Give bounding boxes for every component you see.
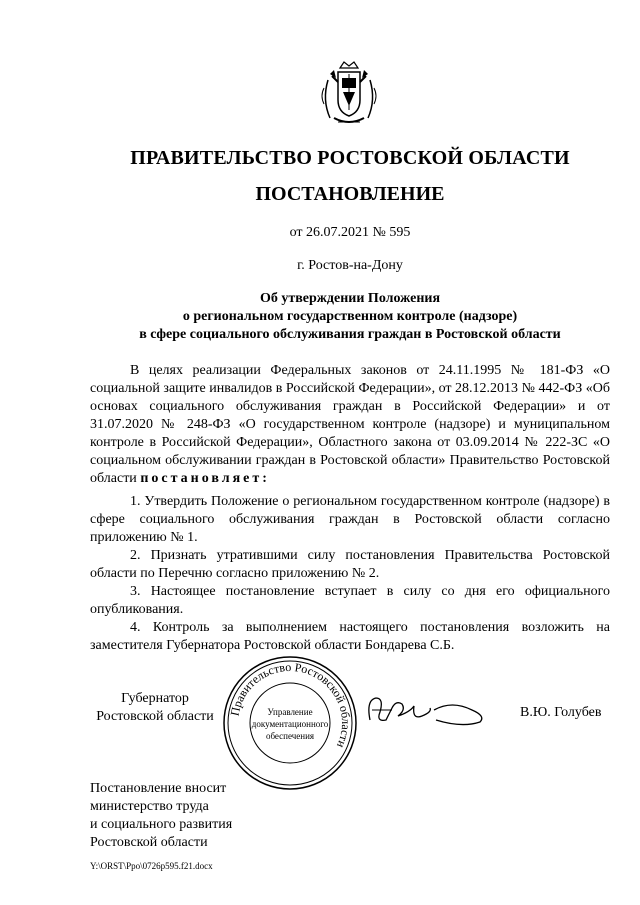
resolution-item: 4. Контроль за выполнением настоящего постановления возложить на заместителя Губернатора Ростовской области Бондарева С.Б. <box>90 620 610 653</box>
submitted-by-block <box>90 780 232 852</box>
signer-position-line: Ростовской области <box>96 709 214 724</box>
coat-of-arms-icon <box>318 60 380 130</box>
seal-center-line: Управление <box>267 707 313 717</box>
submitted-by-line: Ростовской области <box>90 835 208 850</box>
signer-name: В.Ю. Голубев <box>520 705 602 720</box>
subject-line: Об утверждении Положения <box>259 291 441 306</box>
preamble-paragraph <box>90 362 610 488</box>
seal-ring-textpath: Правительство Ростовской области <box>227 659 354 751</box>
submitted-by-line: Постановление вносит <box>90 781 227 796</box>
resolution-item: 2. Признать утратившими силу постановления Правительства Ростовской области по Перечню согласно приложению № 2. <box>90 548 610 581</box>
resolution-item: 3. Настоящее постановление вступает в силу со дня его официального опубликования. <box>90 584 610 617</box>
preamble-text: В целях реализации Федеральных законов от 24.11.1995 № 181-ФЗ «О социальной защите инвалидов в Российской Федерации», от 28.12.2013 № 442-ФЗ «Об основах социального обслуживания граждан в Российской Федерации» и от 31.07.2020 № 248-ФЗ «О государственном контроле (надзоре) и муниципальном контроле в Российской Федерации», Областного закона от 03.09.2014 № 222-ЗС «О социальном обслуживании граждан в Ростовской области» Правительство Ростовской области <box>90 363 610 486</box>
document-type: ПОСТАНОВЛЕНИЕ <box>255 183 445 205</box>
seal-center-line: документационного <box>251 719 329 729</box>
document-date-number: от 26.07.2021 № 595 <box>289 225 411 240</box>
submitted-by-line: министерство труда <box>90 799 209 814</box>
signer-position <box>90 690 220 726</box>
official-seal-stamp <box>220 653 360 793</box>
signer-position-line: Губернатор <box>121 691 189 706</box>
document-city: г. Ростов-на-Дону <box>297 258 403 273</box>
resolution-items <box>90 493 610 655</box>
file-path-footer: Y:\ORST\Ppo\0726p595.f21.docx <box>90 861 213 871</box>
subject-line: в сфере социального обслуживания граждан в Ростовской области <box>139 327 561 342</box>
document-subject <box>60 290 640 344</box>
subject-line: о региональном государственном контроле (надзоре) <box>182 309 518 324</box>
handwritten-signature <box>362 690 497 730</box>
submitted-by-line: и социального развития <box>90 817 233 832</box>
resolves-word: постановляет: <box>140 471 270 486</box>
government-title: ПРАВИТЕЛЬСТВО РОСТОВСКОЙ ОБЛАСТИ <box>130 147 570 169</box>
resolution-item: 1. Утвердить Положение о региональном государственном контроле (надзоре) в сфере социального обслуживания граждан в Ростовской области согласно приложению № 1. <box>90 494 610 545</box>
seal-center-line: обеспечения <box>265 731 315 741</box>
